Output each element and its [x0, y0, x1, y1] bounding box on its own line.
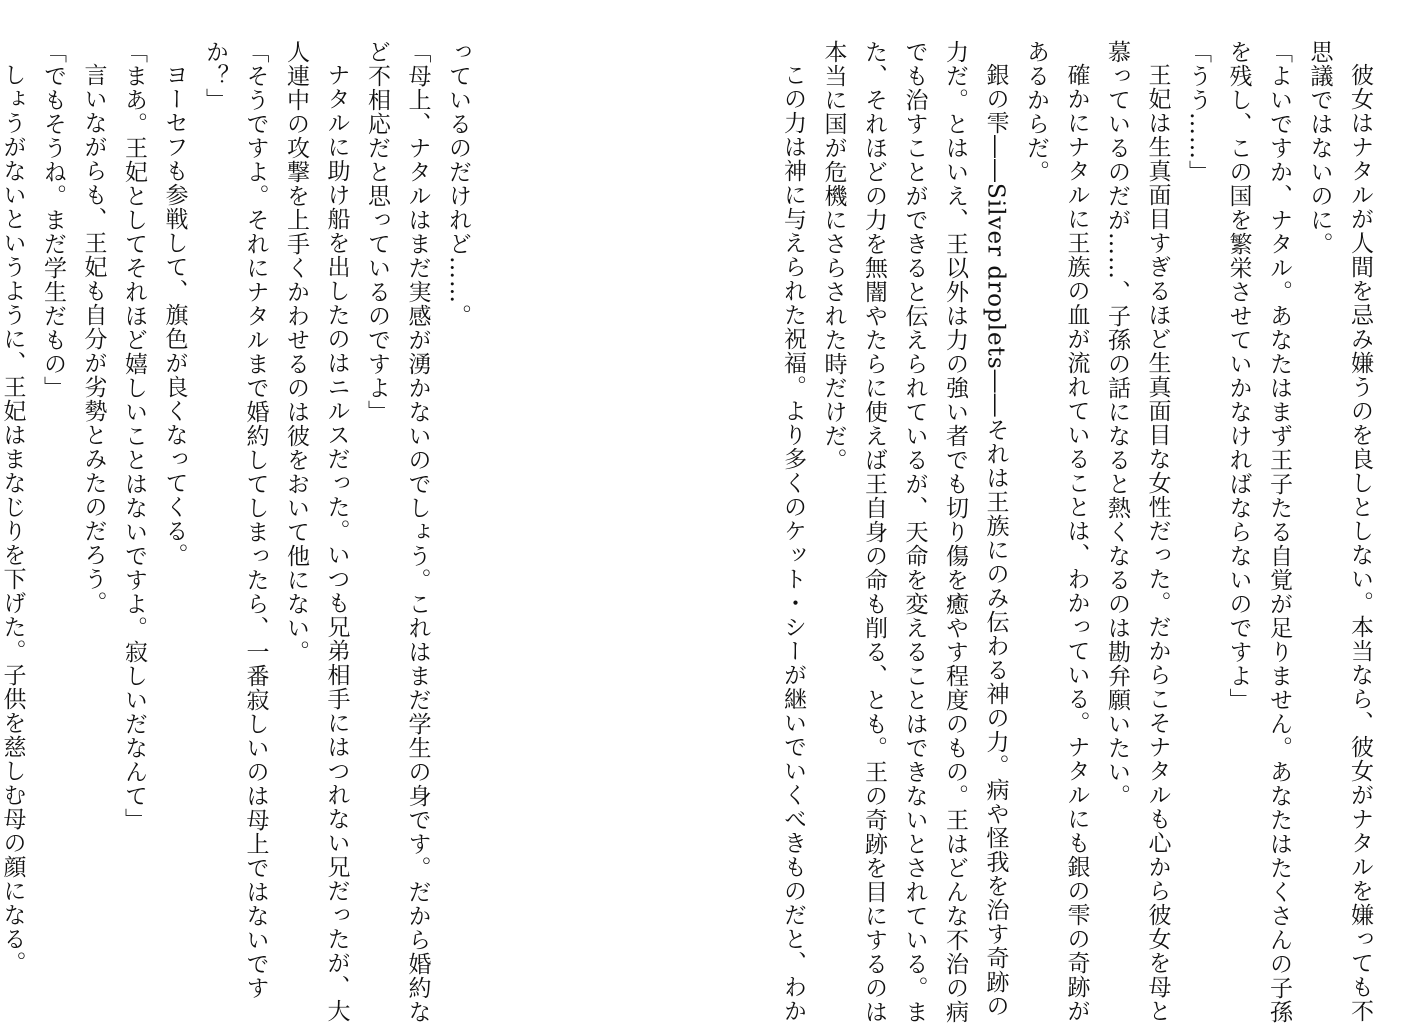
text-line: 銀の雫――Silver droplets――それは王族にのみ伝わる神の力。病や怪我を治す奇跡の: [982, 63, 1009, 1018]
text-line: 「でもそうね。まだ学生だもの」: [40, 40, 66, 400]
text-line: あるからだ。: [1023, 40, 1049, 184]
text-line: た、それほどの力を無闇やたらに使えば王自身の命も削る、とも。王の奇跡を目にするのは: [861, 40, 887, 1024]
text-line: 人連中の攻撃を上手くかわせるのは彼をおいて他にない。: [283, 40, 309, 664]
text-line: 「うう……」: [1185, 40, 1211, 184]
text-line: 「そうですよ。それにナタルまで婚約してしまったら、一番寂しいのは母上ではないです: [242, 40, 269, 1000]
text-line: ヨーセフも参戦して、旗色が良くなってくる。: [161, 63, 188, 567]
text-line: ナタルに助け船を出したのはニルスだった。いつも兄弟相手にはつれない兄だったが、大: [323, 63, 350, 1023]
text-line: 思議ではないのに。: [1306, 40, 1333, 256]
text-line: でも治すことができると伝えられているが、天命を変えることはできないとされている。ま: [901, 40, 928, 1024]
text-line: 言いながらも、王妃も自分が劣勢とみたのだろう。: [80, 63, 107, 615]
text-line: 力だ。とはいえ、王以外は力の強い者でも切り傷を癒やす程度のもの。王はどんな不治の病: [942, 40, 968, 1024]
text-line: 「母上、ナタルはまだ実感が湧かないのでしょう。これはまだ学生の身です。だから婚約な: [404, 40, 431, 1024]
text-line: 王妃は生真面目すぎるほど生真面目な女性だった。だからこそナタルも心から彼女を母と: [1144, 63, 1171, 1023]
text-line: 本当に国が危機にさらされた時だけだ。: [820, 40, 847, 472]
text-line: 確かにナタルに王族の血が流れていることは、わかっている。ナタルにも銀の雫の奇跡が: [1063, 63, 1090, 1023]
text-line: を残し、この国を繁栄させていかなければならないのですよ」: [1225, 40, 1252, 712]
text-line: 彼女はナタルが人間を忌み嫌うのを良しとしない。本当なら、彼女がナタルを嫌っても不: [1347, 63, 1373, 1023]
text-line: 「まあ。王妃としてそれほど嬉しいことはないですよ。寂しいだなんて」: [121, 40, 147, 832]
text-line: しょうがないというように、王妃はまなじりを下げた。子供を慈しむ母の顔になる。: [0, 63, 26, 975]
text-line: っているのだけれど……。: [445, 40, 471, 328]
left-page: [0, 40, 478, 1024]
right-page: [770, 40, 1380, 1024]
text-line: この力は神に与えられた祝福。より多くのケット・シーが継いでいくべきものだと、わか: [780, 63, 806, 1023]
text-line: 慕っているのだが……、子孫の話になると熱くなるのは勘弁願いたい。: [1104, 40, 1130, 808]
text-line: か？」: [202, 40, 228, 112]
text-line: 「よいですか、ナタル。あなたはまず王子たる自覚が足りません。あなたはたくさんの子孫: [1266, 40, 1292, 1024]
text-line: ど不相応だと思っているのですよ」: [364, 40, 390, 424]
